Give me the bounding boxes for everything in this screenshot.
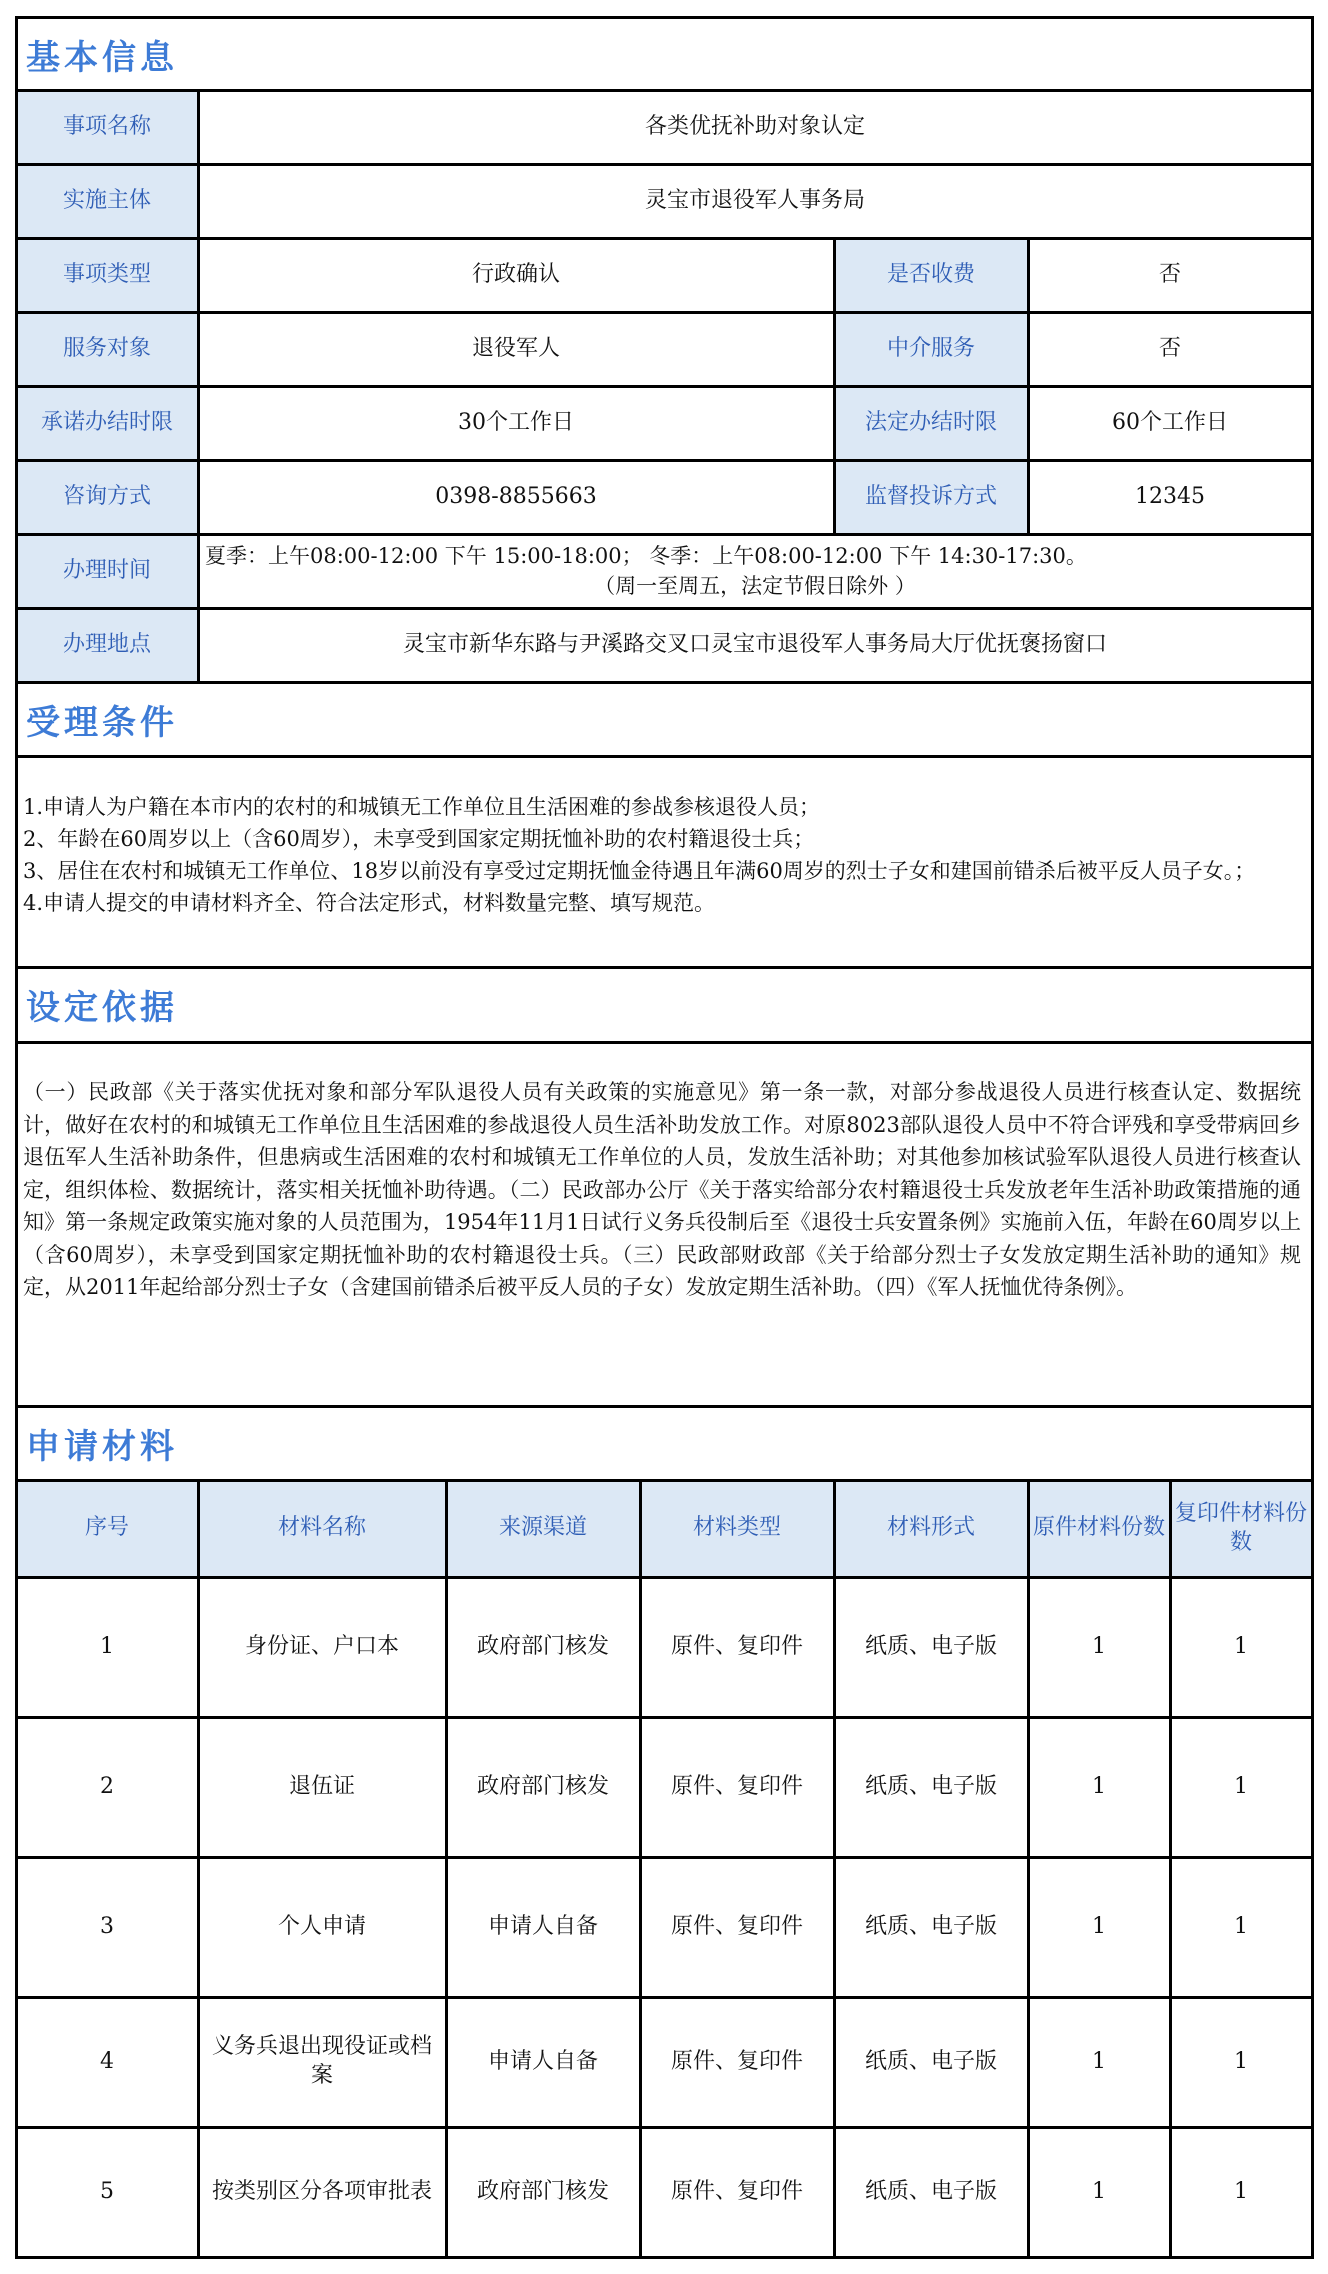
condition-item: 4.申请人提交的申请材料齐全、符合法定形式，材料数量完整、填写规范。: [23, 891, 716, 915]
value-intermediary: 否: [1158, 335, 1181, 361]
cell-name: 个人申请: [277, 1913, 366, 1939]
value-consult-phone: 0398-8855663: [435, 483, 597, 509]
divider: [15, 1856, 1314, 1859]
cell-original-count: 1: [1092, 2048, 1106, 2074]
cell-source: 政府部门核发: [476, 1633, 609, 1659]
cell-type: 原件、复印件: [670, 2178, 803, 2204]
divider: [15, 385, 1314, 388]
divider: [15, 2126, 1314, 2129]
value-complaint-phone: 12345: [1135, 483, 1205, 509]
label-intermediary: 中介服务: [834, 312, 1028, 386]
basis-text: （一）民政部《关于落实优抚对象和部分军队退役人员有关政策的实施意见》第一条一款，对部分参战退役人员进行核查认定、数据统计，做好在农村的和城镇无工作单位且生活困难的参战退役人员生活补助发放工作。对原8023部队退役人员中不符合评残和享受带病回乡退伍军人生活补助条件，但患病或生活困难的农村和城镇无工作单位的人员，发放生活补助；对其他参加核试验军队退役人员进行核查认定，组织体检、数据统计，落实相关抚恤补助待遇。（二）民政部办公厅《关于落实给部分农村籍退役士兵发放老年生活补助政策措施的通知》第一条规定政策实施对象的人员范围为，1954年11月1日试行义务兵役制后至《退役士兵安置条例》实施前入伍，年龄在60周岁以上（含60周岁），未享受到国家定期抚恤补助的农村籍退役士兵。（三）民政部财政部《关于给部分烈士子女发放定期生活补助的通知》规定，从2011年起给部分烈士子女（含建国前错杀后被平反人员的子女）发放定期生活补助。（四）《军人抚恤优待条例》。: [23, 1080, 1301, 1299]
divider: [15, 1405, 1314, 1408]
border-top: [15, 16, 1314, 19]
divider: [1027, 237, 1030, 536]
condition-item: 1.申请人为户籍在本市内的农村的和城镇无工作单位且生活困难的参战参核退役人员；: [23, 795, 821, 819]
condition-item: 3、居住在农村和城镇无工作单位、18岁以前没有享受过定期抚恤金待遇且年满60周岁的烈士子女和建国前错杀后被平反人员子女。；: [23, 859, 1256, 883]
divider: [15, 163, 1314, 166]
divider: [15, 1996, 1314, 1999]
divider: [15, 1716, 1314, 1719]
cell-seq: 3: [100, 1913, 114, 1939]
value-legal-limit: 60个工作日: [1112, 409, 1228, 435]
cell-original-count: 1: [1092, 1633, 1106, 1659]
divider: [197, 89, 200, 684]
divider: [1027, 1479, 1030, 2259]
divider: [833, 237, 836, 536]
value-hours: [198, 534, 1312, 608]
cell-form: 纸质、电子版: [864, 2048, 997, 2074]
hours-line-2: （周一至周五，法定节假日除外 ）: [594, 574, 916, 598]
value-item-type: 行政确认: [471, 261, 560, 287]
divider: [15, 89, 1314, 92]
value-location: 灵宝市新华东路与尹溪路交叉口灵宝市退役军人事务局大厅优抚褒扬窗口: [402, 631, 1107, 657]
divider: [639, 1479, 642, 2259]
label-item-type: 事项类型: [16, 238, 198, 312]
border-left: [15, 16, 18, 2259]
hours-line-1: 夏季：上午08:00-12:00 下午 15:00-18:00； 冬季：上午08:00-12:00 下午 14:30-17:30。: [205, 544, 1087, 568]
divider: [15, 533, 1314, 536]
cell-form: 纸质、电子版: [864, 1633, 997, 1659]
divider: [15, 1479, 1314, 1482]
header-seq: 序号: [16, 1480, 198, 1577]
header-copy-count: 复印件材料份数: [1170, 1480, 1312, 1577]
cell-source: 政府部门核发: [476, 1773, 609, 1799]
cell-source: 申请人自备: [487, 2048, 598, 2074]
cell-name: 义务兵退出现役证或档案: [211, 2034, 432, 2088]
border-bottom: [15, 2256, 1314, 2259]
cell-form: 纸质、电子版: [864, 1773, 997, 1799]
header-type: 材料类型: [640, 1480, 834, 1577]
label-promised-limit: 承诺办结时限: [16, 386, 198, 460]
label-service-target: 服务对象: [16, 312, 198, 386]
cell-form: 纸质、电子版: [864, 2178, 997, 2204]
cell-copy-count: 1: [1234, 2178, 1248, 2204]
divider: [1169, 1479, 1172, 2259]
divider: [15, 681, 1314, 684]
label-implementer: 实施主体: [16, 164, 198, 238]
cell-copy-count: 1: [1234, 1913, 1248, 1939]
divider: [15, 237, 1314, 240]
label-fee: 是否收费: [834, 238, 1028, 312]
divider: [197, 1479, 200, 2259]
cell-copy-count: 1: [1234, 2048, 1248, 2074]
cell-source: 政府部门核发: [476, 2178, 609, 2204]
cell-form: 纸质、电子版: [864, 1913, 997, 1939]
section-title-basis: 设定依据: [26, 988, 178, 1028]
cell-name: 退伍证: [288, 1773, 355, 1799]
cell-copy-count: 1: [1234, 1773, 1248, 1799]
section-title-materials: 申请材料: [26, 1426, 178, 1467]
condition-item: 2、年龄在60周岁以上（含60周岁），未享受到国家定期抚恤补助的农村籍退役士兵；: [23, 827, 815, 851]
divider: [15, 311, 1314, 314]
divider: [15, 607, 1314, 610]
section-title-conditions: 受理条件: [26, 702, 178, 743]
cell-seq: 1: [100, 1633, 114, 1659]
cell-original-count: 1: [1092, 2178, 1106, 2204]
cell-original-count: 1: [1092, 1913, 1106, 1939]
cell-seq: 4: [100, 2048, 114, 2074]
cell-source: 申请人自备: [487, 1913, 598, 1939]
cell-type: 原件、复印件: [670, 2048, 803, 2074]
label-consult: 咨询方式: [16, 460, 198, 534]
section-title-basic-info: 基本信息: [26, 37, 178, 78]
cell-seq: 2: [100, 1773, 114, 1799]
header-name: 材料名称: [198, 1480, 446, 1577]
cell-name: 按类别区分各项审批表: [211, 2178, 432, 2204]
header-original-count: 原件材料份数: [1028, 1480, 1170, 1577]
value-service-target: 退役军人: [471, 335, 560, 361]
divider: [15, 966, 1314, 969]
cell-type: 原件、复印件: [670, 1633, 803, 1659]
label-hours: 办理时间: [16, 534, 198, 608]
divider: [15, 459, 1314, 462]
divider: [445, 1479, 448, 2259]
border-right: [1311, 16, 1314, 2259]
cell-type: 原件、复印件: [670, 1773, 803, 1799]
header-form: 材料形式: [834, 1480, 1028, 1577]
divider: [15, 755, 1314, 758]
conditions-list: [19, 756, 1309, 967]
label-item-name: 事项名称: [16, 90, 198, 164]
label-complaint: 监督投诉方式: [834, 460, 1028, 534]
divider: [15, 1041, 1314, 1044]
value-fee: 否: [1158, 261, 1181, 287]
cell-original-count: 1: [1092, 1773, 1106, 1799]
cell-name: 身份证、户口本: [244, 1633, 399, 1659]
cell-seq: 5: [100, 2178, 114, 2204]
value-promised-limit: 30个工作日: [458, 409, 574, 435]
cell-type: 原件、复印件: [670, 1913, 803, 1939]
cell-copy-count: 1: [1234, 1633, 1248, 1659]
divider: [15, 1576, 1314, 1579]
value-implementer: 灵宝市退役军人事务局: [644, 187, 865, 213]
value-item-name: 各类优抚补助对象认定: [644, 113, 865, 139]
divider: [833, 1479, 836, 2259]
header-source: 来源渠道: [446, 1480, 640, 1577]
label-location: 办理地点: [16, 608, 198, 682]
label-legal-limit: 法定办结时限: [834, 386, 1028, 460]
